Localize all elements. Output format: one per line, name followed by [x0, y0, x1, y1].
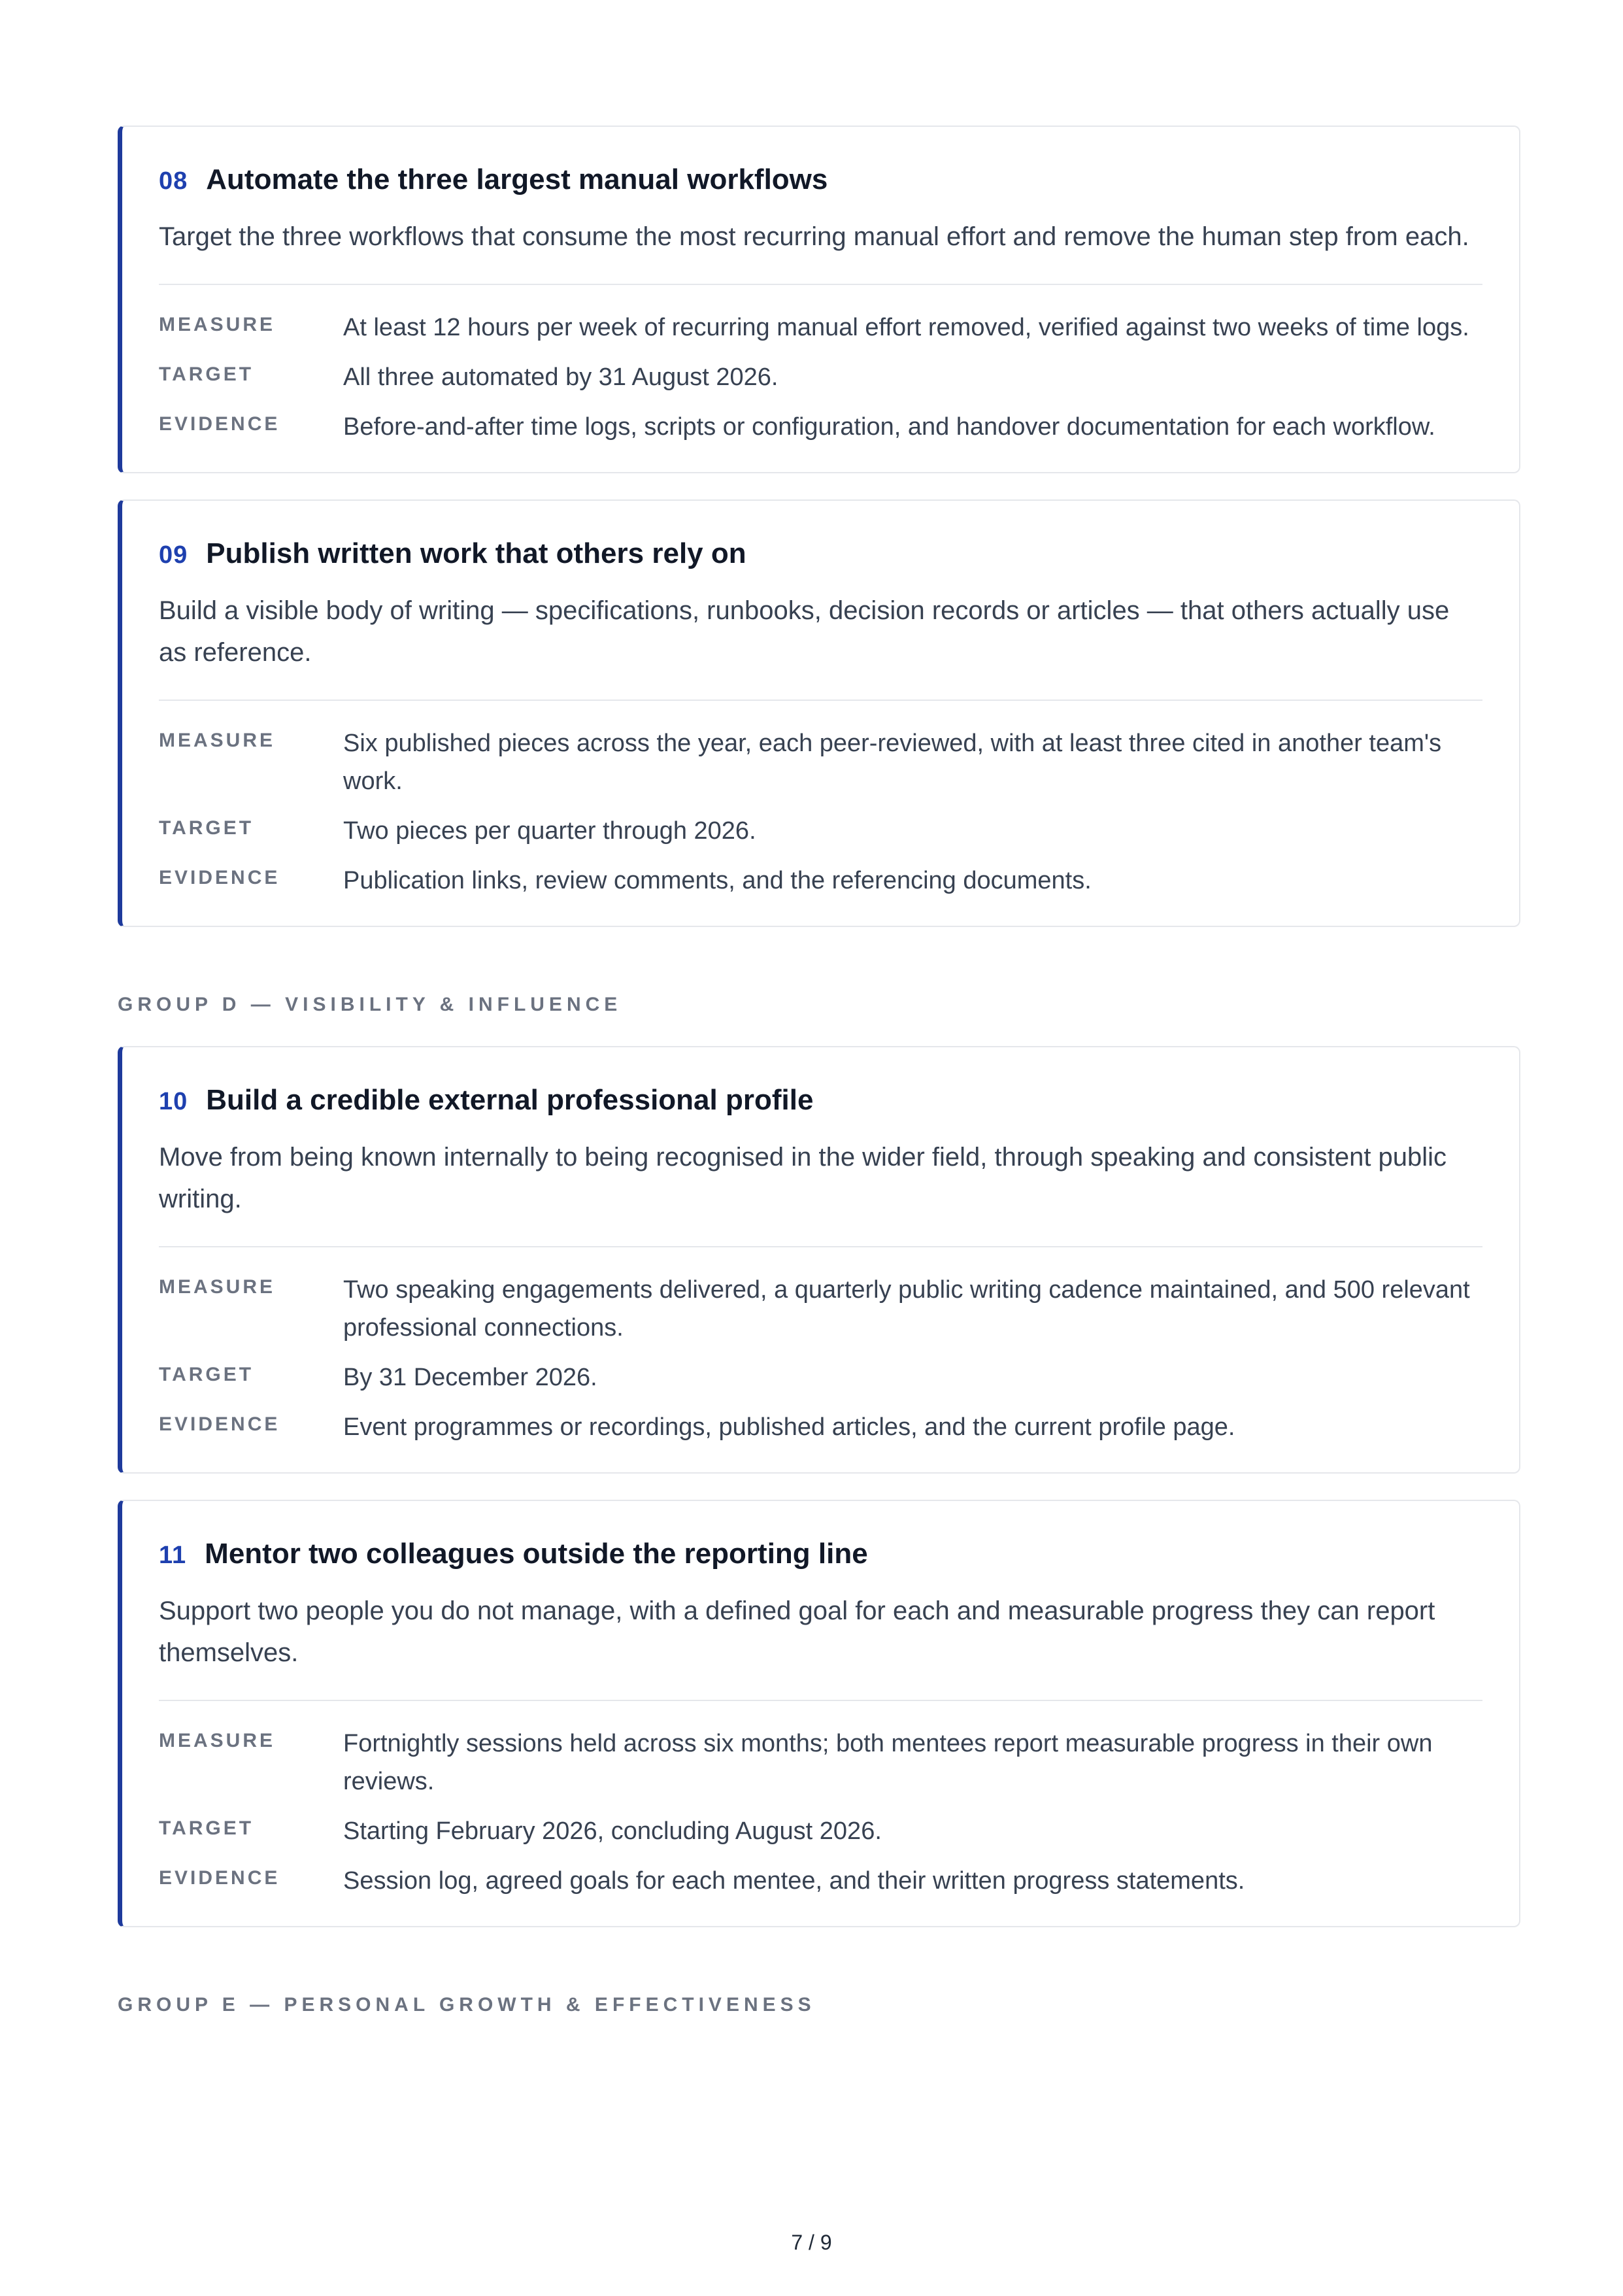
group-heading-d: GROUP D — VISIBILITY & INFLUENCE [118, 994, 622, 1015]
goal-title: Publish written work that others rely on [206, 537, 746, 569]
goal-card-08 [118, 126, 1520, 473]
goal-details [159, 309, 1482, 446]
goal-title: Mentor two colleagues outside the reporting line [205, 1538, 868, 1570]
measure-value: Fortnightly sessions held across six months; both mentees report measurable progress in their own reviews. [343, 1730, 1433, 1795]
goal-number: 08 [159, 167, 188, 195]
evidence-value: Event programmes or recordings, published articles, and the current profile page. [343, 1413, 1235, 1441]
goal-card-10 [118, 1046, 1520, 1474]
target-value: All three automated by 31 August 2026. [343, 363, 778, 391]
target-row [159, 812, 1482, 850]
goal-details [159, 1725, 1482, 1900]
goal-card-11 [118, 1500, 1520, 1927]
target-label: TARGET [159, 1817, 254, 1839]
target-row [159, 1812, 1482, 1850]
goal-number: 11 [159, 1542, 187, 1569]
evidence-row [159, 1862, 1482, 1900]
target-row [159, 358, 1482, 396]
measure-value: At least 12 hours per week of recurring manual effort removed, verified against two weeks of time logs. [343, 314, 1469, 341]
evidence-value: Publication links, review comments, and the referencing documents. [343, 867, 1092, 894]
target-row [159, 1359, 1482, 1396]
evidence-label: EVIDENCE [159, 867, 280, 888]
goal-details [159, 724, 1482, 900]
evidence-value: Session log, agreed goals for each mentee, and their written progress statements. [343, 1867, 1245, 1895]
goal-header [159, 163, 1482, 196]
evidence-label: EVIDENCE [159, 1413, 280, 1435]
evidence-row [159, 408, 1482, 446]
target-label: TARGET [159, 1364, 254, 1385]
measure-label: MEASURE [159, 730, 276, 751]
page-number: 7 / 9 [791, 2231, 832, 2254]
evidence-value: Before-and-after time logs, scripts or configuration, and handover documentation for each workflow. [343, 413, 1435, 441]
goal-header [159, 1538, 1482, 1570]
target-value: By 31 December 2026. [343, 1364, 597, 1391]
measure-row [159, 1725, 1482, 1800]
goal-header [159, 1084, 1482, 1117]
goal-number: 09 [159, 541, 188, 569]
goal-details [159, 1271, 1482, 1446]
evidence-row [159, 862, 1482, 900]
evidence-label: EVIDENCE [159, 1867, 280, 1889]
goal-description: Move from being known internally to being recognised in the wider field, through speaking and consistent public writing. [159, 1136, 1482, 1247]
measure-label: MEASURE [159, 1730, 276, 1751]
measure-value: Six published pieces across the year, each peer-reviewed, with at least three cited in another team's work. [343, 730, 1442, 795]
goal-card-09 [118, 499, 1520, 927]
target-value: Two pieces per quarter through 2026. [343, 817, 756, 845]
measure-value: Two speaking engagements delivered, a quarterly public writing cadence maintained, and 500 relevant professional connections. [343, 1276, 1470, 1342]
goal-number: 10 [159, 1088, 188, 1115]
target-label: TARGET [159, 817, 254, 839]
goal-title: Build a credible external professional profile [206, 1084, 814, 1116]
evidence-label: EVIDENCE [159, 413, 280, 435]
goal-description: Support two people you do not manage, with a defined goal for each and measurable progress they can report themselves. [159, 1590, 1482, 1701]
evidence-row [159, 1408, 1482, 1446]
goal-description: Build a visible body of writing — specifications, runbooks, decision records or articles — that others actually use as reference. [159, 590, 1482, 701]
goal-title: Automate the three largest manual workflows [206, 163, 828, 195]
measure-row [159, 724, 1482, 800]
measure-label: MEASURE [159, 1276, 276, 1298]
target-value: Starting February 2026, concluding August 2026. [343, 1817, 882, 1845]
goal-header [159, 537, 1482, 570]
measure-row [159, 309, 1482, 346]
measure-row [159, 1271, 1482, 1347]
target-label: TARGET [159, 363, 254, 385]
measure-label: MEASURE [159, 314, 276, 335]
group-heading-e: GROUP E — PERSONAL GROWTH & EFFECTIVENESS [118, 1994, 816, 2016]
document-page [118, 126, 1520, 2046]
goal-description: Target the three workflows that consume the most recurring manual effort and remove the human step from each. [159, 216, 1482, 285]
